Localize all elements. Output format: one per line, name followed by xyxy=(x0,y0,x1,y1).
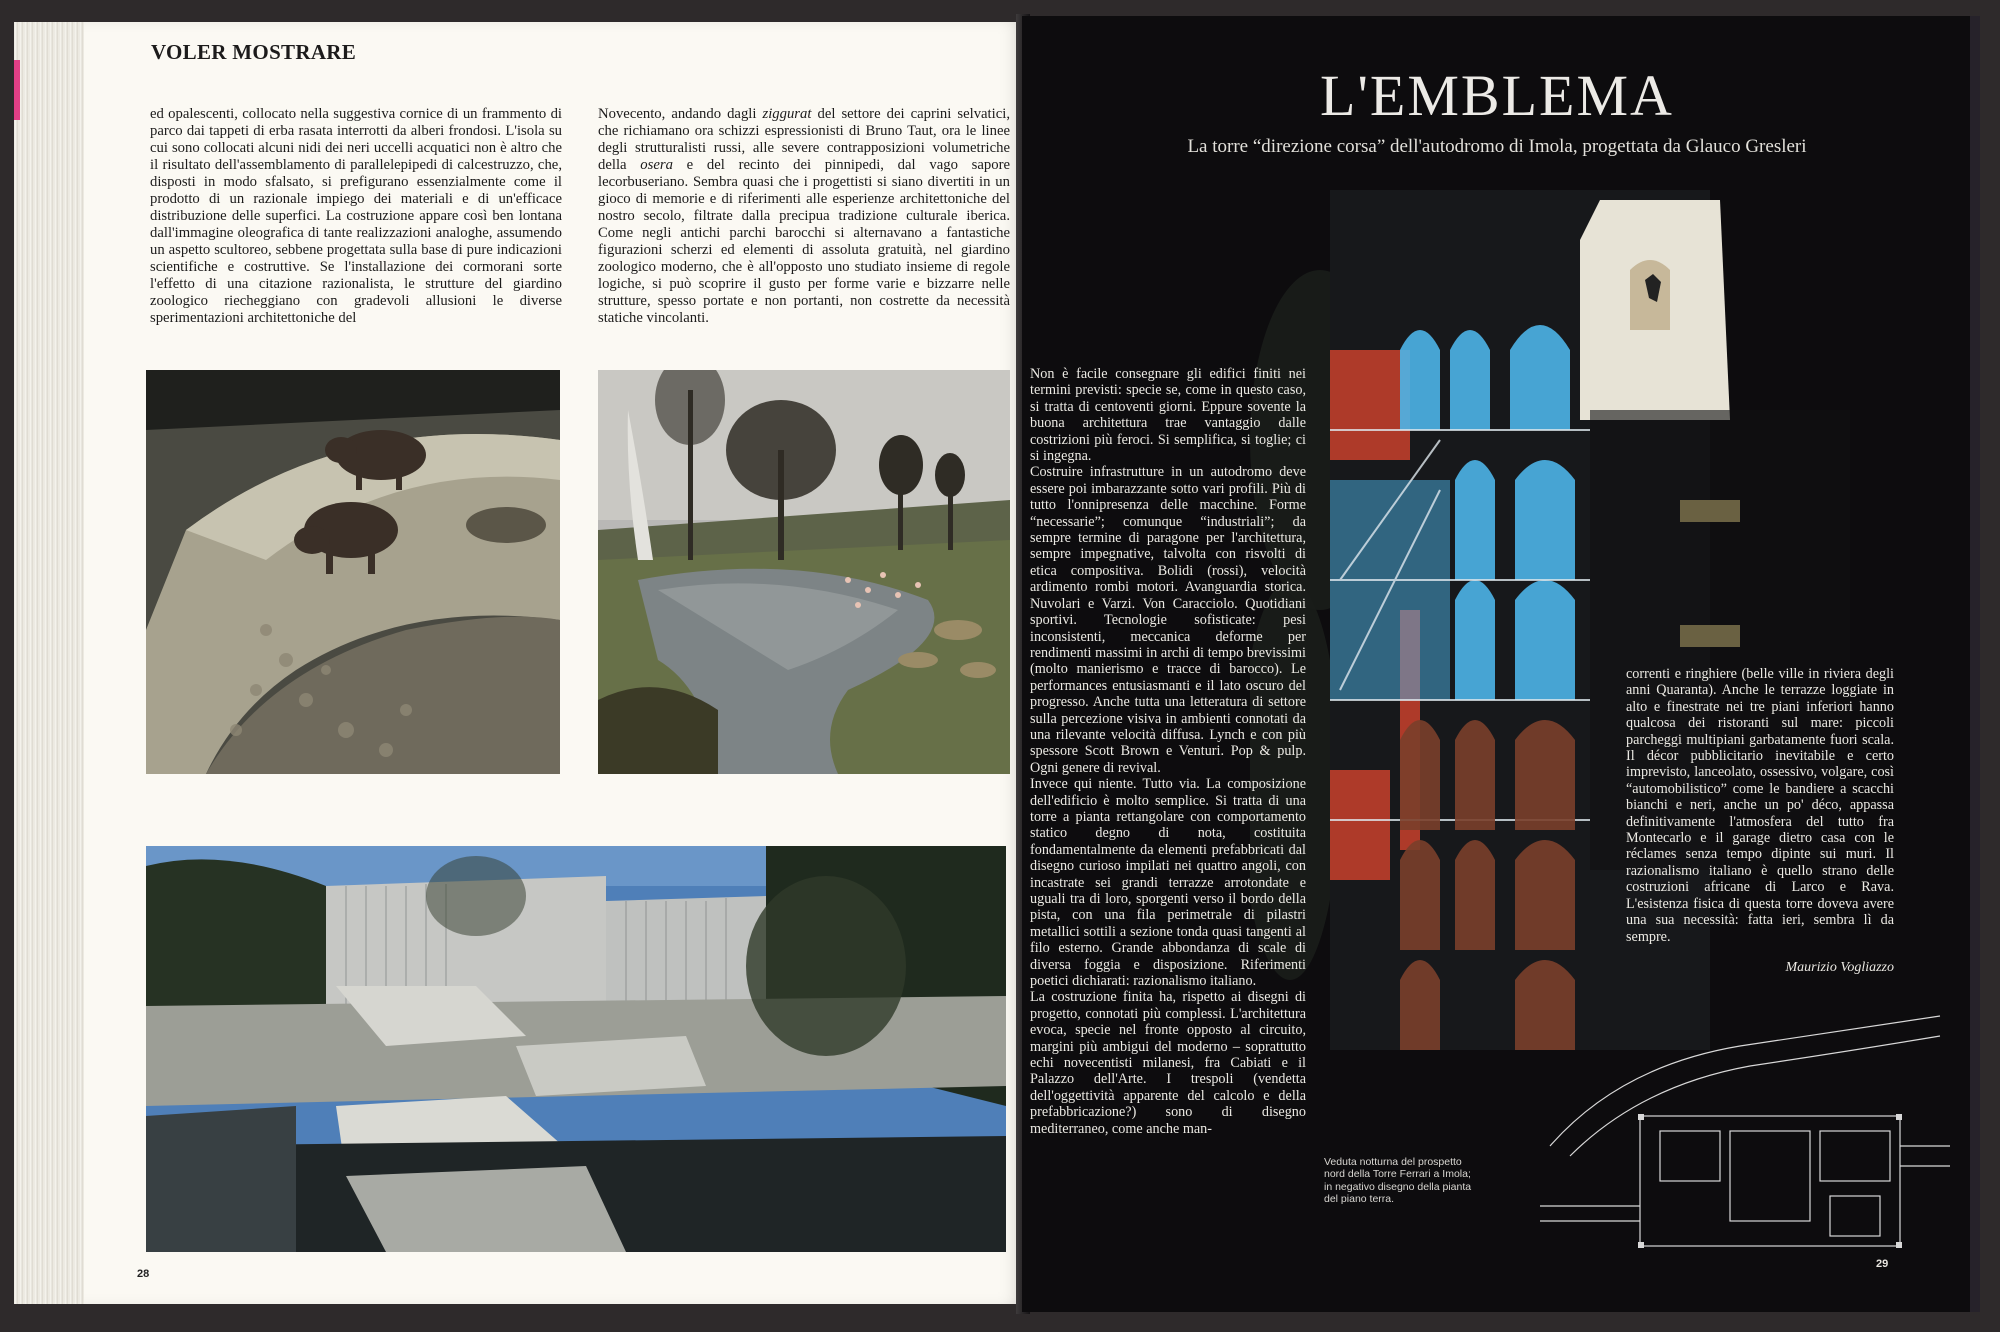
zoo-pond-photo xyxy=(598,370,1010,774)
concrete-enclosure-photo xyxy=(146,846,1006,1252)
article-subtitle: La torre “direzione corsa” dell'autodromo di Imola, progettata da Glauco Gresleri xyxy=(1187,136,1807,157)
page-edges xyxy=(14,22,84,1304)
right-column-1-paragraph: Invece qui niente. Tutto via. La composizione dell'edificio è molto semplice. Si tratta di una torre a pianta rettangolare con comportamento statico degno di nota, costituita fondamentalmente da elementi prefabbricati dal disegno curioso impilati nei quattro angoli, con incastrate sei grandi terrazze arrotondate e uguali tra di loro, sporgenti verso il bordo della pista, con una fila perimetrale di pilastri metallici sottili a sezione tonda quasi tangenti al filo esterno. Grande abbondanza di scale di diversa foggia e disposizione. Riferimenti poetici dichiarati: razionalismo italiano. xyxy=(1030,776,1306,990)
article-title: L'EMBLEMA xyxy=(1320,63,1674,128)
author-signature: Maurizio Vogliazzo xyxy=(1785,960,1894,975)
left-column-2-text: Novecento, andando dagli ziggurat del settore dei caprini selvatici, che richiamano ora schizzi espressionisti di Bruno Taut, ora le linee degli strutturalisti russi, alle severe contrapposizioni volumetriche della osera e del recinto dei pinnipedi, dal vago sapore lecorbuseriano. Sembra quasi che i progettisti si siano divertiti in un gioco di memorie e di riferimenti alle esperienze architettoniche del nostro secolo, filtrate dalla precipua tradizione culturale iberica. Come negli antichi parchi barocchi si alternavano a fantastiche figurazioni scherzi ed elementi di assoluta gratuità, nel giardino zoologico moderno, che è all'opposto uno studiato insieme di regole logiche, si può scoprire il gusto per forme varie e bizzarre nelle strutture, spesso portate e non portanti, non costrette da necessità statiche vincolanti. xyxy=(598,106,1010,326)
photo-caption: Veduta notturna del prospetto nord della Torre Ferrari a Imola; in negativo disegno della pianta del piano terra. xyxy=(1324,1156,1472,1206)
left-column-1-text: ed opalescenti, collocato nella suggestiva cornice di un frammento di parco dai tappeti di erba rasata interrotti da alberi frondosi. L'isola su cui sono collocati alcuni nidi dei neri uccelli acquatici non è altro che il risultato dell'assemblamento di parallelepipedi di calcestruzzo, che, disposti in modo sfalsato, si prefigurano essenzialmente come il prodotto di un razionale impiego dei materiali e di un'efficace distribuzione delle superfici. La costruzione appare così ben lontana dall'immagine oleografica di tante realizzazioni analoghe, assumendo un aspetto scultoreo, sebbene progettata sulla base di pure indicazioni scientifiche e costruttive. Se l'installazione dei cormorani sorte l'effetto di una citazione razionalista, le strutture del giardino zoologico riecheggiano con gradevoli allusioni le diverse sperimentazioni architettoniche del xyxy=(150,106,562,326)
right-column-2 xyxy=(1626,666,1894,945)
left-column-1 xyxy=(150,106,562,327)
right-column-2-text: correnti e ringhiere (belle ville in riviera degli anni Quaranta). Anche le terrazze loggiate in alto e finestrate nei tre piani inferiori hanno qualcosa dei ristoranti sul mare: piccoli parcheggi multipiani garbatamente fuori scala. Il décor pubblicitario inevitabile e certo imprevisto, lanceolato, ossessivo, volgare, così “automobilistico” come le bandiere a scacchi bianchi e neri, anche un po' déco, appassa definitivamente l'atmosfera del tutto fra Montecarlo e il garage dietro casa con le réclames senza tempo dipinte sui muri. Il razionalismo italiano è quello strano delle costruzioni africane di Larco e Rava. L'esistenza fisica di questa torre doveva avere una sua necessità: fatta ieri, sembra lì da sempre. xyxy=(1626,666,1894,945)
page-tab-marker xyxy=(14,60,20,120)
page-number-left: 28 xyxy=(137,1268,150,1280)
right-column-1-paragraph: La costruzione finita ha, rispetto ai disegni di progetto, connotati più complessi. L'architettura evoca, specie nel fronte opposto al circuito, margini più ambigui del moderno – soprattutto echi novecentisti milanesi, fra Cabiati e il Palazzo dell'Arte. I trespoli (vendetta dell'oggettività apparente del calcolo e della prefabbricazione?) sono di disegno mediterraneo, come anche man- xyxy=(1030,989,1306,1137)
right-column-1 xyxy=(1030,366,1306,1137)
floor-plan-drawing xyxy=(1540,1006,1950,1256)
right-column-1-paragraph: Costruire infrastrutture in un autodromo deve essere poi imbarazzante sotto vari profili. Più di tutto l'onnipresenza delle macchine. Forme “necessarie”; comunque “industriali”; da sempre termine di paragone per l'architettura, sempre impegnative, talvolta con risvolti di etica compositiva. Bolidi (rossi), velocità ardimento rombi motori. Avanguardia storica. Nuvolari e Varzi. Von Caracciolo. Quotidiani sportivi. Tecnologie sofisticate: pesi inconsistenti, meccanica deforme per rendimenti massimi in archi di tempo brevissimi (molto manierismo e tracce di barocco). Le performances entusiasmanti e il lato oscuro del progresso. Anche tutta una letteratura di settore sulla percezione visiva in ambienti connotati da una rilevante velocità diffusa. Lynch e con più spessore Scott Brown e Venturi. Pop & pulp. Ogni genere di revival. xyxy=(1030,464,1306,776)
left-column-2 xyxy=(598,106,1010,327)
section-title: VOLER MOSTRARE xyxy=(151,40,357,64)
peccary-enclosure-photo xyxy=(146,370,560,774)
right-column-1-paragraph: Non è facile consegnare gli edifici finiti nei termini previsti: specie se, come in questo caso, si tratta di centoventi giorni. Eppure sovente la buona architettura trae vantaggio dalle costrizioni più feroci. Si semplifica, si toglie; ci si ingegna. xyxy=(1030,366,1306,465)
page-number-right: 29 xyxy=(1876,1258,1889,1270)
right-page-edge xyxy=(1970,16,1980,1312)
